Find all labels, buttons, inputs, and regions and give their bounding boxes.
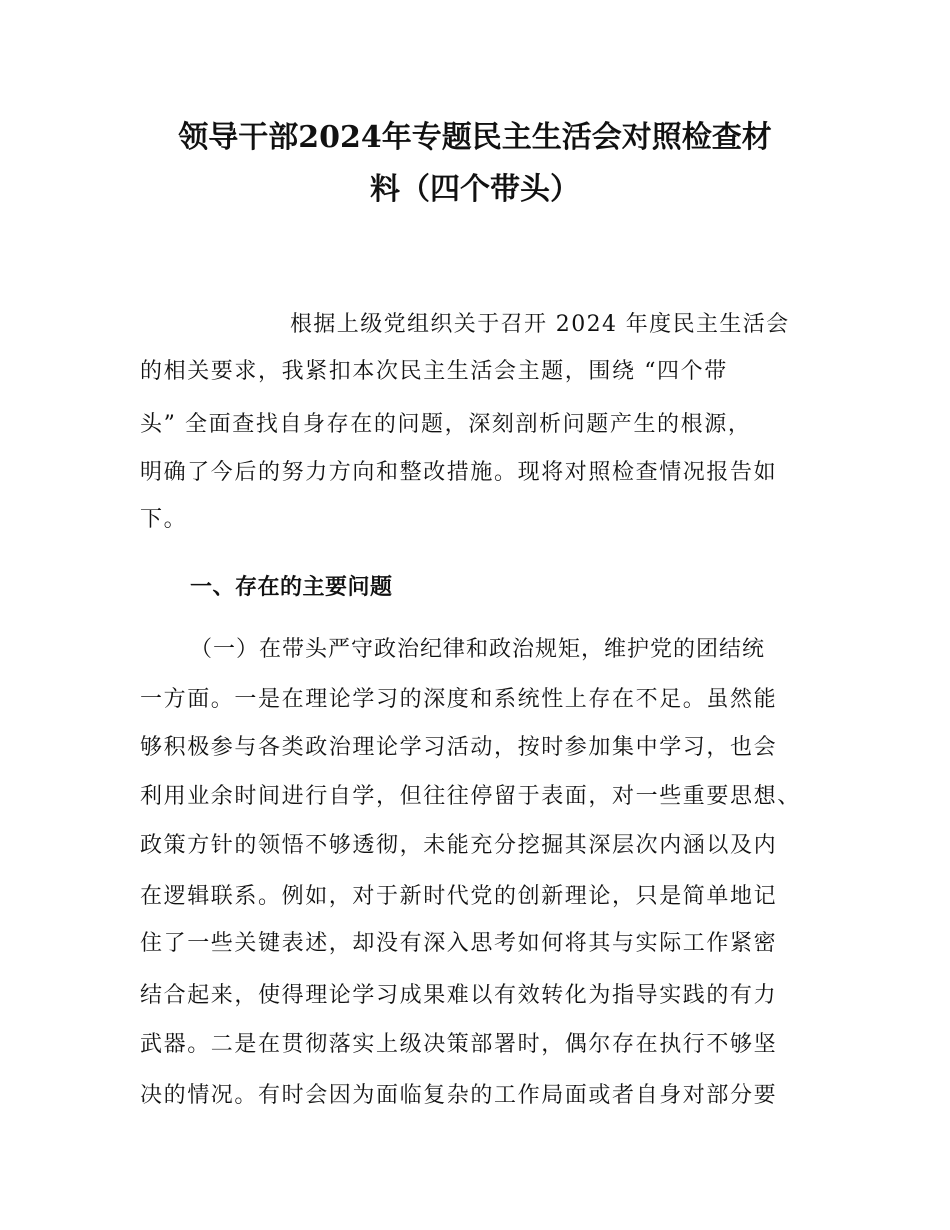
intro-line-5: 下。 — [140, 507, 188, 532]
intro-line-1: 根据上级党组织关于召开 2024 年度民主生活会 — [290, 312, 790, 337]
title-line-1: 领导干部2024年专题民主生活会对照检查材 — [178, 120, 772, 155]
section-heading: 一、存在的主要问题 — [190, 574, 393, 600]
intro-line-3: 头” 全面查找自身存在的问题，深刻剖析问题产生的根源， — [140, 412, 752, 437]
body-line-2: 一方面。一是在理论学习的深度和系统性上存在不足。虽然能 — [140, 687, 778, 712]
body-line-6: 在逻辑联系。例如，对于新时代党的创新理论，只是简单地记 — [140, 884, 778, 909]
title-line-2: 料（四个带头） — [370, 172, 580, 207]
body-line-5: 政策方针的领悟不够透彻，未能充分挖掘其深层次内涵以及内 — [140, 833, 778, 858]
body-line-9: 武器。二是在贯彻落实上级决策部署时，偶尔存在执行不够坚 — [140, 1032, 778, 1057]
body-line-4: 利用业余时间进行自学，但往往停留于表面，对一些重要思想、 — [140, 784, 801, 809]
body-line-8: 结合起来，使得理论学习成果难以有效转化为指导实践的有力 — [140, 983, 778, 1008]
body-line-10: 决的情况。有时会因为面临复杂的工作局面或者自身对部分要 — [140, 1083, 778, 1108]
intro-line-4: 明确了今后的努力方向和整改措施。现将对照检查情况报告如 — [140, 460, 778, 485]
body-line-7: 住了一些关键表述，却没有深入思考如何将其与实际工作紧密 — [140, 931, 778, 956]
document-title — [110, 112, 840, 216]
body-line-3: 够积极参与各类政治理论学习活动，按时参加集中学习，也会 — [140, 735, 778, 760]
body-line-1: （一）在带头严守政治纪律和政治规矩，维护党的团结统 — [190, 637, 766, 662]
intro-line-2: 的相关要求，我紧扣本次民主生活会主题，围绕 “四个带 — [140, 359, 728, 384]
